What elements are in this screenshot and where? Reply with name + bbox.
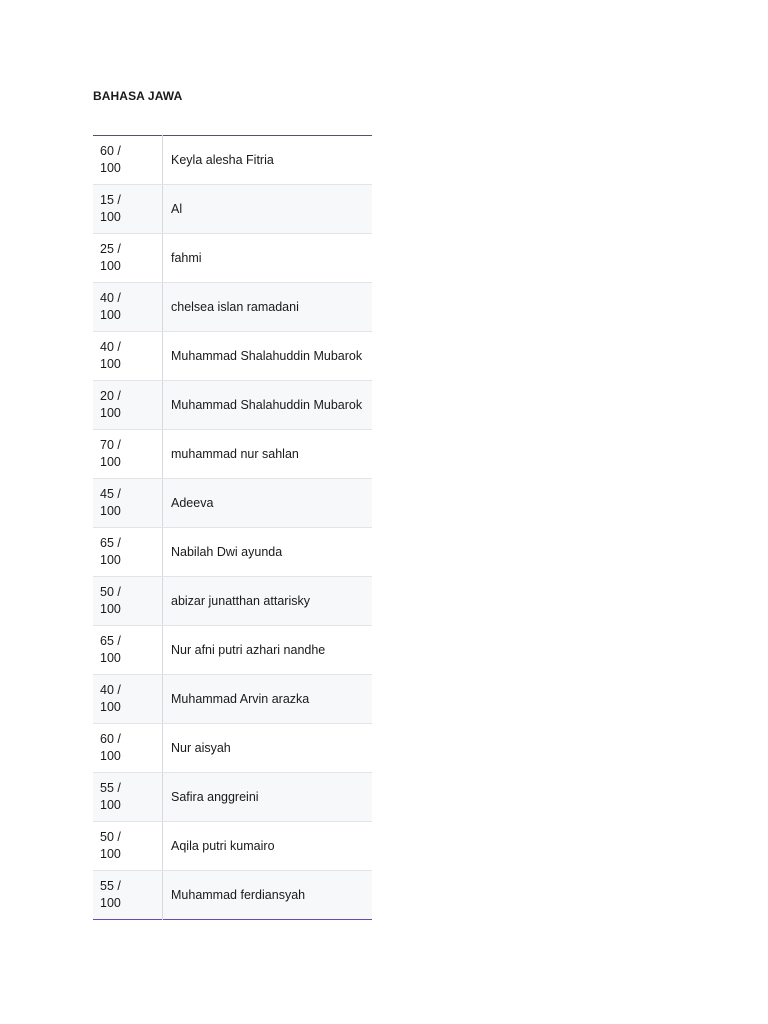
- score-max: 100: [100, 798, 121, 812]
- score-cell: [93, 332, 163, 381]
- score-cell: [93, 234, 163, 283]
- student-name-cell: Nur aisyah: [163, 724, 373, 773]
- score-cell: [93, 724, 163, 773]
- score-cell: [93, 773, 163, 822]
- score-cell: [93, 871, 163, 920]
- table-row: [93, 136, 372, 185]
- table-row: [93, 381, 372, 430]
- score-value: 25 /: [100, 241, 121, 256]
- score-value: 40 /: [100, 339, 121, 354]
- table-row: [93, 577, 372, 626]
- score-cell: [93, 381, 163, 430]
- table-row: [93, 724, 372, 773]
- table-row: [93, 283, 372, 332]
- score-max: 100: [100, 210, 121, 224]
- score-value: 45 /: [100, 486, 121, 501]
- score-max: 100: [100, 651, 121, 665]
- student-name-cell: Nur afni putri azhari nandhe: [163, 626, 373, 675]
- student-name-cell: Muhammad Shalahuddin Mubarok: [163, 381, 373, 430]
- score-max: 100: [100, 700, 121, 714]
- student-name-cell: Nabilah Dwi ayunda: [163, 528, 373, 577]
- score-cell: [93, 528, 163, 577]
- score-max: 100: [100, 161, 121, 175]
- table-row: [93, 185, 372, 234]
- student-name-cell: Aqila putri kumairo: [163, 822, 373, 871]
- score-max: 100: [100, 357, 121, 371]
- table-row: [93, 528, 372, 577]
- score-max: 100: [100, 896, 121, 910]
- score-value: 40 /: [100, 682, 121, 697]
- table-row: [93, 234, 372, 283]
- score-value: 50 /: [100, 584, 121, 599]
- score-value: 50 /: [100, 829, 121, 844]
- score-max: 100: [100, 847, 121, 861]
- score-value: 65 /: [100, 633, 121, 648]
- score-cell: [93, 822, 163, 871]
- table-row: [93, 675, 372, 724]
- score-max: 100: [100, 308, 121, 322]
- score-cell: [93, 430, 163, 479]
- score-value: 20 /: [100, 388, 121, 403]
- student-name-cell: Muhammad Arvin arazka: [163, 675, 373, 724]
- student-name-cell: Keyla alesha Fitria: [163, 136, 373, 185]
- score-max: 100: [100, 504, 121, 518]
- score-cell: [93, 283, 163, 332]
- score-cell: [93, 136, 163, 185]
- score-value: 40 /: [100, 290, 121, 305]
- score-max: 100: [100, 455, 121, 469]
- score-value: 15 /: [100, 192, 121, 207]
- student-name-cell: chelsea islan ramadani: [163, 283, 373, 332]
- score-value: 60 /: [100, 731, 121, 746]
- table-row: [93, 626, 372, 675]
- table-row: [93, 822, 372, 871]
- score-cell: [93, 185, 163, 234]
- student-name-cell: Adeeva: [163, 479, 373, 528]
- student-name-cell: Muhammad ferdiansyah: [163, 871, 373, 920]
- table-row: [93, 871, 372, 920]
- score-value: 60 /: [100, 143, 121, 158]
- score-max: 100: [100, 602, 121, 616]
- student-name-cell: Al: [163, 185, 373, 234]
- score-max: 100: [100, 406, 121, 420]
- grades-table: [93, 135, 372, 920]
- score-value: 70 /: [100, 437, 121, 452]
- score-value: 55 /: [100, 878, 121, 893]
- student-name-cell: fahmi: [163, 234, 373, 283]
- score-value: 55 /: [100, 780, 121, 795]
- score-cell: [93, 675, 163, 724]
- table-row: [93, 430, 372, 479]
- table-row: [93, 332, 372, 381]
- score-cell: [93, 479, 163, 528]
- student-name-cell: muhammad nur sahlan: [163, 430, 373, 479]
- table-row: [93, 773, 372, 822]
- score-max: 100: [100, 553, 121, 567]
- table-row: [93, 479, 372, 528]
- score-max: 100: [100, 259, 121, 273]
- score-max: 100: [100, 749, 121, 763]
- grades-table-body: [93, 136, 372, 920]
- score-cell: [93, 626, 163, 675]
- score-value: 65 /: [100, 535, 121, 550]
- page-title: BAHASA JAWA: [93, 89, 183, 103]
- student-name-cell: Safira anggreini: [163, 773, 373, 822]
- score-cell: [93, 577, 163, 626]
- student-name-cell: abizar junatthan attarisky: [163, 577, 373, 626]
- student-name-cell: Muhammad Shalahuddin Mubarok: [163, 332, 373, 381]
